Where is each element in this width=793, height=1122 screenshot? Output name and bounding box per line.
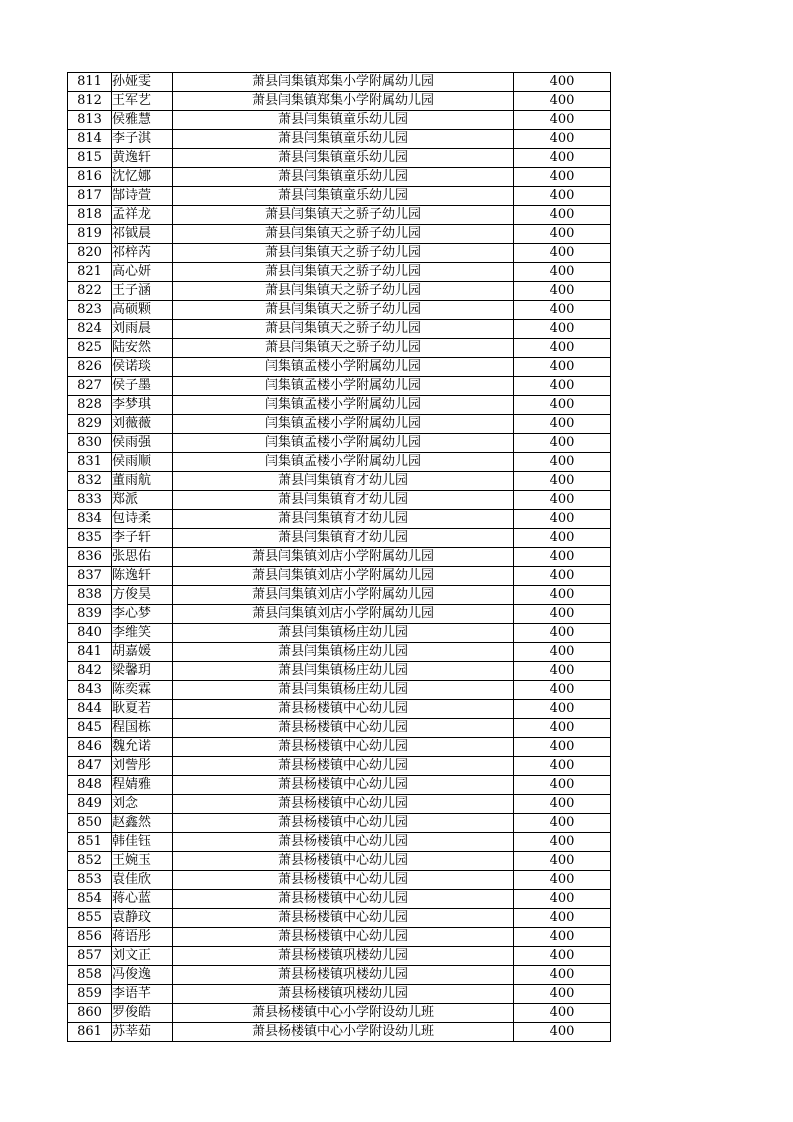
student-name-cell: 祁梓芮 bbox=[112, 244, 173, 263]
amount-cell: 400 bbox=[514, 605, 611, 624]
row-number-cell: 843 bbox=[68, 681, 112, 700]
amount-cell: 400 bbox=[514, 358, 611, 377]
kindergarten-name-cell: 萧县闫集镇育才幼儿园 bbox=[173, 529, 514, 548]
row-number-cell: 854 bbox=[68, 890, 112, 909]
row-number-cell: 824 bbox=[68, 320, 112, 339]
student-name-cell: 程国栋 bbox=[112, 719, 173, 738]
kindergarten-name-cell: 萧县闫集镇育才幼儿园 bbox=[173, 491, 514, 510]
kindergarten-name-cell: 闫集镇孟楼小学附属幼儿园 bbox=[173, 358, 514, 377]
table-row bbox=[68, 947, 611, 966]
row-number-cell: 821 bbox=[68, 263, 112, 282]
row-number-cell: 841 bbox=[68, 643, 112, 662]
student-name-cell: 蒋心蓝 bbox=[112, 890, 173, 909]
amount-cell: 400 bbox=[514, 719, 611, 738]
amount-cell: 400 bbox=[514, 263, 611, 282]
student-name-cell: 孟祥龙 bbox=[112, 206, 173, 225]
roster-table bbox=[67, 72, 611, 1042]
student-name-cell: 陈逸轩 bbox=[112, 567, 173, 586]
table-row bbox=[68, 643, 611, 662]
amount-cell: 400 bbox=[514, 738, 611, 757]
kindergarten-name-cell: 闫集镇孟楼小学附属幼儿园 bbox=[173, 453, 514, 472]
row-number-cell: 832 bbox=[68, 472, 112, 491]
student-name-cell: 方俊昊 bbox=[112, 586, 173, 605]
student-name-cell: 刘念 bbox=[112, 795, 173, 814]
student-name-cell: 赵鑫然 bbox=[112, 814, 173, 833]
amount-cell: 400 bbox=[514, 73, 611, 92]
amount-cell: 400 bbox=[514, 871, 611, 890]
student-name-cell: 蒋语彤 bbox=[112, 928, 173, 947]
amount-cell: 400 bbox=[514, 434, 611, 453]
row-number-cell: 837 bbox=[68, 567, 112, 586]
row-number-cell: 836 bbox=[68, 548, 112, 567]
row-number-cell: 811 bbox=[68, 73, 112, 92]
amount-cell: 400 bbox=[514, 168, 611, 187]
table-row bbox=[68, 415, 611, 434]
row-number-cell: 825 bbox=[68, 339, 112, 358]
row-number-cell: 849 bbox=[68, 795, 112, 814]
table-row bbox=[68, 814, 611, 833]
student-name-cell: 高硕颗 bbox=[112, 301, 173, 320]
student-name-cell: 胡嘉媛 bbox=[112, 643, 173, 662]
student-name-cell: 侯雅慧 bbox=[112, 111, 173, 130]
row-number-cell: 845 bbox=[68, 719, 112, 738]
kindergarten-name-cell: 萧县杨楼镇中心幼儿园 bbox=[173, 719, 514, 738]
kindergarten-name-cell: 萧县杨楼镇中心幼儿园 bbox=[173, 757, 514, 776]
table-row bbox=[68, 624, 611, 643]
amount-cell: 400 bbox=[514, 662, 611, 681]
row-number-cell: 817 bbox=[68, 187, 112, 206]
table-row bbox=[68, 605, 611, 624]
row-number-cell: 840 bbox=[68, 624, 112, 643]
kindergarten-name-cell: 萧县闫集镇天之骄子幼儿园 bbox=[173, 263, 514, 282]
student-name-cell: 张思佑 bbox=[112, 548, 173, 567]
table-row bbox=[68, 434, 611, 453]
table-row bbox=[68, 320, 611, 339]
student-name-cell: 耿夏若 bbox=[112, 700, 173, 719]
row-number-cell: 856 bbox=[68, 928, 112, 947]
kindergarten-name-cell: 萧县闫集镇天之骄子幼儿园 bbox=[173, 282, 514, 301]
amount-cell: 400 bbox=[514, 472, 611, 491]
table-row bbox=[68, 567, 611, 586]
student-name-cell: 李心梦 bbox=[112, 605, 173, 624]
amount-cell: 400 bbox=[514, 833, 611, 852]
row-number-cell: 860 bbox=[68, 1004, 112, 1023]
table-row bbox=[68, 738, 611, 757]
row-number-cell: 844 bbox=[68, 700, 112, 719]
table-row bbox=[68, 757, 611, 776]
table-row bbox=[68, 73, 611, 92]
table-row bbox=[68, 928, 611, 947]
student-name-cell: 李语芊 bbox=[112, 985, 173, 1004]
student-name-cell: 魏允诺 bbox=[112, 738, 173, 757]
student-name-cell: 刘雨晨 bbox=[112, 320, 173, 339]
student-name-cell: 梁馨玥 bbox=[112, 662, 173, 681]
amount-cell: 400 bbox=[514, 776, 611, 795]
table-row bbox=[68, 92, 611, 111]
amount-cell: 400 bbox=[514, 586, 611, 605]
table-row bbox=[68, 586, 611, 605]
row-number-cell: 823 bbox=[68, 301, 112, 320]
row-number-cell: 834 bbox=[68, 510, 112, 529]
row-number-cell: 826 bbox=[68, 358, 112, 377]
kindergarten-name-cell: 萧县杨楼镇中心幼儿园 bbox=[173, 890, 514, 909]
kindergarten-name-cell: 萧县杨楼镇中心幼儿园 bbox=[173, 738, 514, 757]
table-row bbox=[68, 491, 611, 510]
student-name-cell: 陈奕霖 bbox=[112, 681, 173, 700]
amount-cell: 400 bbox=[514, 225, 611, 244]
kindergarten-name-cell: 萧县闫集镇天之骄子幼儿园 bbox=[173, 301, 514, 320]
student-name-cell: 李子轩 bbox=[112, 529, 173, 548]
kindergarten-name-cell: 萧县闫集镇刘店小学附属幼儿园 bbox=[173, 548, 514, 567]
table-row bbox=[68, 206, 611, 225]
table-row bbox=[68, 339, 611, 358]
row-number-cell: 833 bbox=[68, 491, 112, 510]
amount-cell: 400 bbox=[514, 244, 611, 263]
amount-cell: 400 bbox=[514, 966, 611, 985]
amount-cell: 400 bbox=[514, 339, 611, 358]
student-name-cell: 刘訾彤 bbox=[112, 757, 173, 776]
table-row bbox=[68, 244, 611, 263]
amount-cell: 400 bbox=[514, 301, 611, 320]
table-row bbox=[68, 472, 611, 491]
kindergarten-name-cell: 萧县杨楼镇中心幼儿园 bbox=[173, 700, 514, 719]
amount-cell: 400 bbox=[514, 909, 611, 928]
student-name-cell: 包诗柔 bbox=[112, 510, 173, 529]
amount-cell: 400 bbox=[514, 947, 611, 966]
row-number-cell: 812 bbox=[68, 92, 112, 111]
table-row bbox=[68, 662, 611, 681]
student-name-cell: 郜诗萱 bbox=[112, 187, 173, 206]
table-row bbox=[68, 681, 611, 700]
table-row bbox=[68, 985, 611, 1004]
kindergarten-name-cell: 萧县杨楼镇中心幼儿园 bbox=[173, 795, 514, 814]
amount-cell: 400 bbox=[514, 1023, 611, 1042]
table-row bbox=[68, 852, 611, 871]
amount-cell: 400 bbox=[514, 377, 611, 396]
amount-cell: 400 bbox=[514, 92, 611, 111]
table-row bbox=[68, 966, 611, 985]
table-row bbox=[68, 510, 611, 529]
kindergarten-name-cell: 萧县闫集镇刘店小学附属幼儿园 bbox=[173, 605, 514, 624]
table-row bbox=[68, 1023, 611, 1042]
kindergarten-name-cell: 萧县闫集镇郑集小学附属幼儿园 bbox=[173, 73, 514, 92]
table-row bbox=[68, 795, 611, 814]
student-name-cell: 程婧雅 bbox=[112, 776, 173, 795]
kindergarten-name-cell: 萧县闫集镇杨庄幼儿园 bbox=[173, 624, 514, 643]
student-name-cell: 高心妍 bbox=[112, 263, 173, 282]
amount-cell: 400 bbox=[514, 149, 611, 168]
table-row bbox=[68, 168, 611, 187]
kindergarten-name-cell: 闫集镇孟楼小学附属幼儿园 bbox=[173, 415, 514, 434]
row-number-cell: 820 bbox=[68, 244, 112, 263]
student-name-cell: 祁钺晨 bbox=[112, 225, 173, 244]
table-row bbox=[68, 301, 611, 320]
table-row bbox=[68, 833, 611, 852]
amount-cell: 400 bbox=[514, 852, 611, 871]
amount-cell: 400 bbox=[514, 548, 611, 567]
kindergarten-name-cell: 萧县闫集镇童乐幼儿园 bbox=[173, 149, 514, 168]
table-row bbox=[68, 776, 611, 795]
amount-cell: 400 bbox=[514, 814, 611, 833]
table-row bbox=[68, 1004, 611, 1023]
row-number-cell: 829 bbox=[68, 415, 112, 434]
student-name-cell: 王军艺 bbox=[112, 92, 173, 111]
student-name-cell: 李梦琪 bbox=[112, 396, 173, 415]
student-name-cell: 刘文正 bbox=[112, 947, 173, 966]
row-number-cell: 859 bbox=[68, 985, 112, 1004]
student-name-cell: 苏莘茹 bbox=[112, 1023, 173, 1042]
kindergarten-name-cell: 萧县闫集镇天之骄子幼儿园 bbox=[173, 320, 514, 339]
student-name-cell: 董雨航 bbox=[112, 472, 173, 491]
amount-cell: 400 bbox=[514, 396, 611, 415]
student-name-cell: 刘薇薇 bbox=[112, 415, 173, 434]
amount-cell: 400 bbox=[514, 415, 611, 434]
row-number-cell: 855 bbox=[68, 909, 112, 928]
roster-body bbox=[68, 73, 611, 1042]
amount-cell: 400 bbox=[514, 624, 611, 643]
kindergarten-name-cell: 萧县杨楼镇中心幼儿园 bbox=[173, 909, 514, 928]
table-row bbox=[68, 719, 611, 738]
kindergarten-name-cell: 萧县闫集镇童乐幼儿园 bbox=[173, 187, 514, 206]
kindergarten-name-cell: 萧县闫集镇杨庄幼儿园 bbox=[173, 662, 514, 681]
kindergarten-name-cell: 萧县闫集镇杨庄幼儿园 bbox=[173, 681, 514, 700]
kindergarten-name-cell: 萧县杨楼镇中心小学附设幼儿班 bbox=[173, 1004, 514, 1023]
kindergarten-name-cell: 萧县闫集镇童乐幼儿园 bbox=[173, 130, 514, 149]
row-number-cell: 848 bbox=[68, 776, 112, 795]
student-name-cell: 罗俊皓 bbox=[112, 1004, 173, 1023]
kindergarten-name-cell: 萧县杨楼镇中心幼儿园 bbox=[173, 776, 514, 795]
table-row bbox=[68, 453, 611, 472]
amount-cell: 400 bbox=[514, 928, 611, 947]
row-number-cell: 853 bbox=[68, 871, 112, 890]
kindergarten-name-cell: 萧县闫集镇童乐幼儿园 bbox=[173, 168, 514, 187]
amount-cell: 400 bbox=[514, 890, 611, 909]
row-number-cell: 827 bbox=[68, 377, 112, 396]
student-name-cell: 陆安然 bbox=[112, 339, 173, 358]
student-name-cell: 袁佳欣 bbox=[112, 871, 173, 890]
kindergarten-name-cell: 萧县杨楼镇中心幼儿园 bbox=[173, 833, 514, 852]
student-name-cell: 李维笑 bbox=[112, 624, 173, 643]
row-number-cell: 847 bbox=[68, 757, 112, 776]
student-name-cell: 冯俊逸 bbox=[112, 966, 173, 985]
kindergarten-name-cell: 萧县闫集镇天之骄子幼儿园 bbox=[173, 339, 514, 358]
amount-cell: 400 bbox=[514, 757, 611, 776]
amount-cell: 400 bbox=[514, 453, 611, 472]
table-row bbox=[68, 187, 611, 206]
table-row bbox=[68, 358, 611, 377]
row-number-cell: 858 bbox=[68, 966, 112, 985]
row-number-cell: 814 bbox=[68, 130, 112, 149]
kindergarten-name-cell: 萧县杨楼镇中心幼儿园 bbox=[173, 814, 514, 833]
student-name-cell: 韩佳钰 bbox=[112, 833, 173, 852]
amount-cell: 400 bbox=[514, 795, 611, 814]
kindergarten-name-cell: 萧县杨楼镇巩楼幼儿园 bbox=[173, 966, 514, 985]
table-row bbox=[68, 282, 611, 301]
student-name-cell: 王婉玉 bbox=[112, 852, 173, 871]
row-number-cell: 819 bbox=[68, 225, 112, 244]
table-row bbox=[68, 548, 611, 567]
row-number-cell: 857 bbox=[68, 947, 112, 966]
table-row bbox=[68, 263, 611, 282]
kindergarten-name-cell: 萧县闫集镇天之骄子幼儿园 bbox=[173, 244, 514, 263]
amount-cell: 400 bbox=[514, 320, 611, 339]
student-name-cell: 侯子墨 bbox=[112, 377, 173, 396]
amount-cell: 400 bbox=[514, 567, 611, 586]
kindergarten-name-cell: 萧县杨楼镇巩楼幼儿园 bbox=[173, 947, 514, 966]
kindergarten-name-cell: 闫集镇孟楼小学附属幼儿园 bbox=[173, 434, 514, 453]
table-row bbox=[68, 890, 611, 909]
student-name-cell: 郑派 bbox=[112, 491, 173, 510]
kindergarten-name-cell: 萧县杨楼镇中心幼儿园 bbox=[173, 871, 514, 890]
amount-cell: 400 bbox=[514, 510, 611, 529]
kindergarten-name-cell: 萧县闫集镇育才幼儿园 bbox=[173, 472, 514, 491]
amount-cell: 400 bbox=[514, 529, 611, 548]
amount-cell: 400 bbox=[514, 700, 611, 719]
kindergarten-name-cell: 萧县闫集镇刘店小学附属幼儿园 bbox=[173, 567, 514, 586]
table-row bbox=[68, 111, 611, 130]
table-row bbox=[68, 909, 611, 928]
row-number-cell: 822 bbox=[68, 282, 112, 301]
row-number-cell: 828 bbox=[68, 396, 112, 415]
row-number-cell: 815 bbox=[68, 149, 112, 168]
kindergarten-name-cell: 萧县闫集镇童乐幼儿园 bbox=[173, 111, 514, 130]
kindergarten-name-cell: 萧县闫集镇刘店小学附属幼儿园 bbox=[173, 586, 514, 605]
kindergarten-name-cell: 萧县杨楼镇巩楼幼儿园 bbox=[173, 985, 514, 1004]
table-row bbox=[68, 700, 611, 719]
table-row bbox=[68, 396, 611, 415]
amount-cell: 400 bbox=[514, 111, 611, 130]
kindergarten-name-cell: 萧县闫集镇杨庄幼儿园 bbox=[173, 643, 514, 662]
table-row bbox=[68, 130, 611, 149]
student-name-cell: 袁静玟 bbox=[112, 909, 173, 928]
table-row bbox=[68, 225, 611, 244]
student-name-cell: 王子涵 bbox=[112, 282, 173, 301]
row-number-cell: 842 bbox=[68, 662, 112, 681]
row-number-cell: 846 bbox=[68, 738, 112, 757]
kindergarten-name-cell: 萧县闫集镇郑集小学附属幼儿园 bbox=[173, 92, 514, 111]
amount-cell: 400 bbox=[514, 643, 611, 662]
amount-cell: 400 bbox=[514, 985, 611, 1004]
table-row bbox=[68, 529, 611, 548]
student-name-cell: 沈忆娜 bbox=[112, 168, 173, 187]
amount-cell: 400 bbox=[514, 130, 611, 149]
amount-cell: 400 bbox=[514, 282, 611, 301]
table-row bbox=[68, 871, 611, 890]
student-name-cell: 李子淇 bbox=[112, 130, 173, 149]
kindergarten-name-cell: 萧县闫集镇天之骄子幼儿园 bbox=[173, 206, 514, 225]
row-number-cell: 813 bbox=[68, 111, 112, 130]
row-number-cell: 831 bbox=[68, 453, 112, 472]
row-number-cell: 852 bbox=[68, 852, 112, 871]
amount-cell: 400 bbox=[514, 681, 611, 700]
row-number-cell: 816 bbox=[68, 168, 112, 187]
kindergarten-name-cell: 萧县闫集镇育才幼儿园 bbox=[173, 510, 514, 529]
amount-cell: 400 bbox=[514, 1004, 611, 1023]
kindergarten-name-cell: 闫集镇孟楼小学附属幼儿园 bbox=[173, 377, 514, 396]
row-number-cell: 838 bbox=[68, 586, 112, 605]
table-row bbox=[68, 377, 611, 396]
amount-cell: 400 bbox=[514, 187, 611, 206]
row-number-cell: 835 bbox=[68, 529, 112, 548]
student-name-cell: 侯诺琰 bbox=[112, 358, 173, 377]
student-name-cell: 黄逸轩 bbox=[112, 149, 173, 168]
student-name-cell: 侯雨顺 bbox=[112, 453, 173, 472]
kindergarten-name-cell: 萧县闫集镇天之骄子幼儿园 bbox=[173, 225, 514, 244]
kindergarten-name-cell: 闫集镇孟楼小学附属幼儿园 bbox=[173, 396, 514, 415]
amount-cell: 400 bbox=[514, 491, 611, 510]
row-number-cell: 851 bbox=[68, 833, 112, 852]
row-number-cell: 850 bbox=[68, 814, 112, 833]
kindergarten-name-cell: 萧县杨楼镇中心幼儿园 bbox=[173, 928, 514, 947]
student-name-cell: 侯雨强 bbox=[112, 434, 173, 453]
row-number-cell: 861 bbox=[68, 1023, 112, 1042]
row-number-cell: 839 bbox=[68, 605, 112, 624]
row-number-cell: 818 bbox=[68, 206, 112, 225]
table-row bbox=[68, 149, 611, 168]
student-name-cell: 孙娅雯 bbox=[112, 73, 173, 92]
amount-cell: 400 bbox=[514, 206, 611, 225]
kindergarten-name-cell: 萧县杨楼镇中心幼儿园 bbox=[173, 852, 514, 871]
kindergarten-name-cell: 萧县杨楼镇中心小学附设幼儿班 bbox=[173, 1023, 514, 1042]
row-number-cell: 830 bbox=[68, 434, 112, 453]
